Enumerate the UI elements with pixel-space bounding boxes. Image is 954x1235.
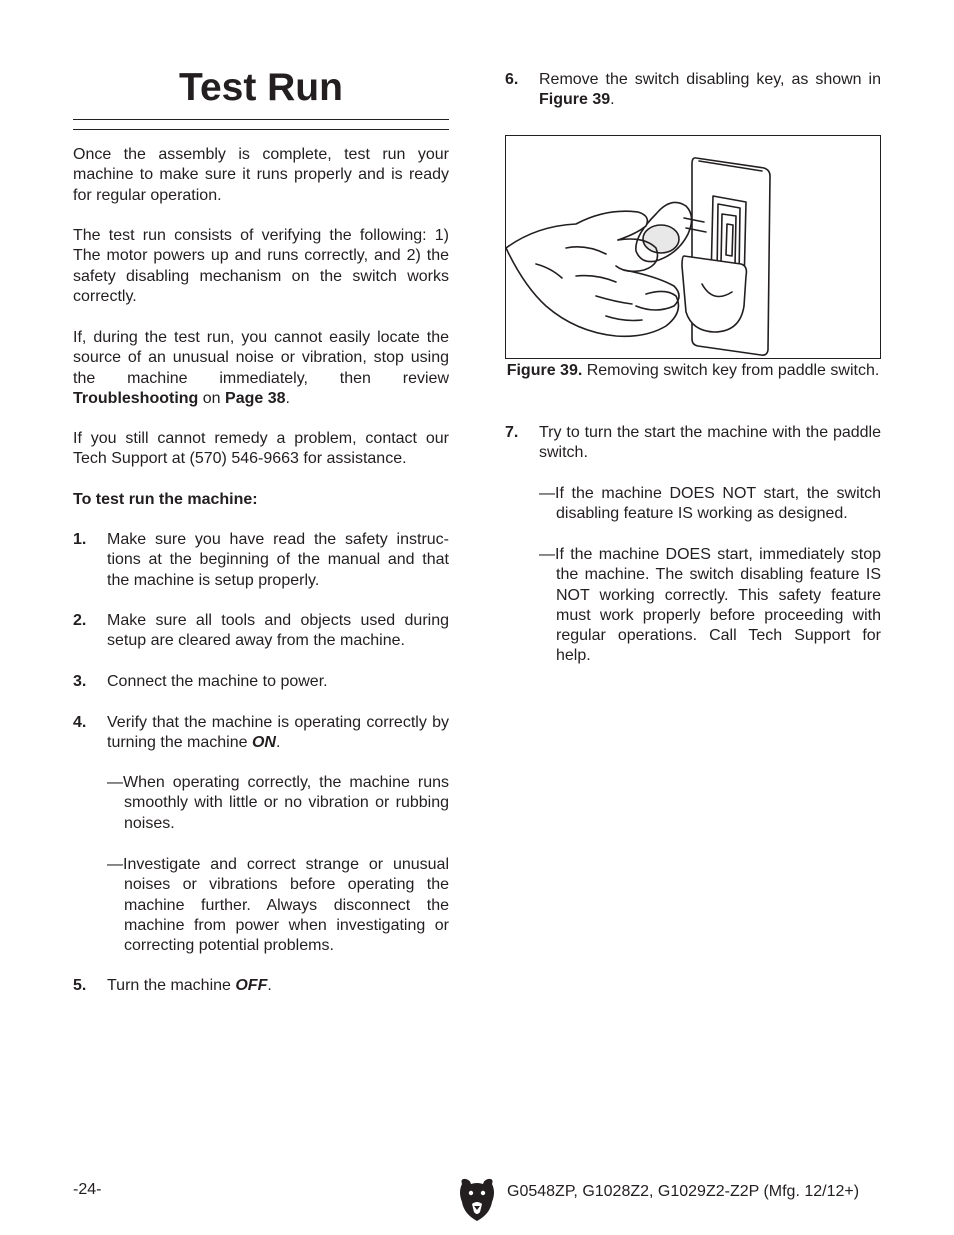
title-rule-bottom	[73, 129, 449, 130]
troubleshooting-paragraph: If, during the test run, you cannot easily locate the source of an unusual noise or vibration, stop using the machine immediately, then review Troubleshooting on Page 38.	[73, 329, 449, 407]
model-footer: G0548ZP, G1028Z2, G1029Z2-Z2P (Mfg. 12/12+)	[507, 1183, 860, 1200]
step-7-note-2: —If the machine DOES start, immediately stop the machine. The switch disabling feature IS NOT working correctly. This safety feature must work properly before proceeding with regular operations. Call Tech Support for help.	[539, 546, 881, 665]
page-title: Test Run	[179, 66, 343, 109]
title-rule-top	[73, 119, 449, 120]
step-4-note-2: —Investigate and correct strange or unusual noises or vibrations before operating the machine further. Always disconnect the machine from power when investigating or correcting potential problems.	[107, 856, 449, 955]
page-number: -24-	[73, 1181, 102, 1198]
support-paragraph: If you still cannot remedy a problem, contact our Tech Support at (570) 546-9663 for assistance.	[73, 430, 449, 468]
intro-paragraph: Once the assembly is complete, test run your machine to make sure it runs properly and is ready for regular operation.	[73, 146, 449, 204]
page-reference-link[interactable]: Page 38	[225, 389, 286, 407]
verification-paragraph: The test run consists of verifying the following: 1) The motor powers up and runs correctly, and 2) the safety disabling mechanism on the switch works correctly.	[73, 227, 449, 305]
figure-39-link[interactable]: Figure 39	[539, 91, 611, 109]
step-7-note-1: —If the machine DOES NOT start, the switch disabling feature IS working as designed.	[539, 485, 881, 523]
figure-39-caption: Figure 39. Removing switch key from paddle switch.	[506, 362, 880, 379]
bear-logo-icon	[458, 1176, 496, 1222]
procedure-heading: To test run the machine:	[73, 491, 258, 508]
figure-39-illustration	[505, 135, 881, 359]
step-4-note-1: —When operating correctly, the machine runs smoothly with little or no vibration or rubbing noises.	[107, 774, 449, 832]
troubleshooting-link[interactable]: Troubleshooting	[73, 389, 199, 407]
hand-removing-key-drawing	[506, 136, 880, 358]
